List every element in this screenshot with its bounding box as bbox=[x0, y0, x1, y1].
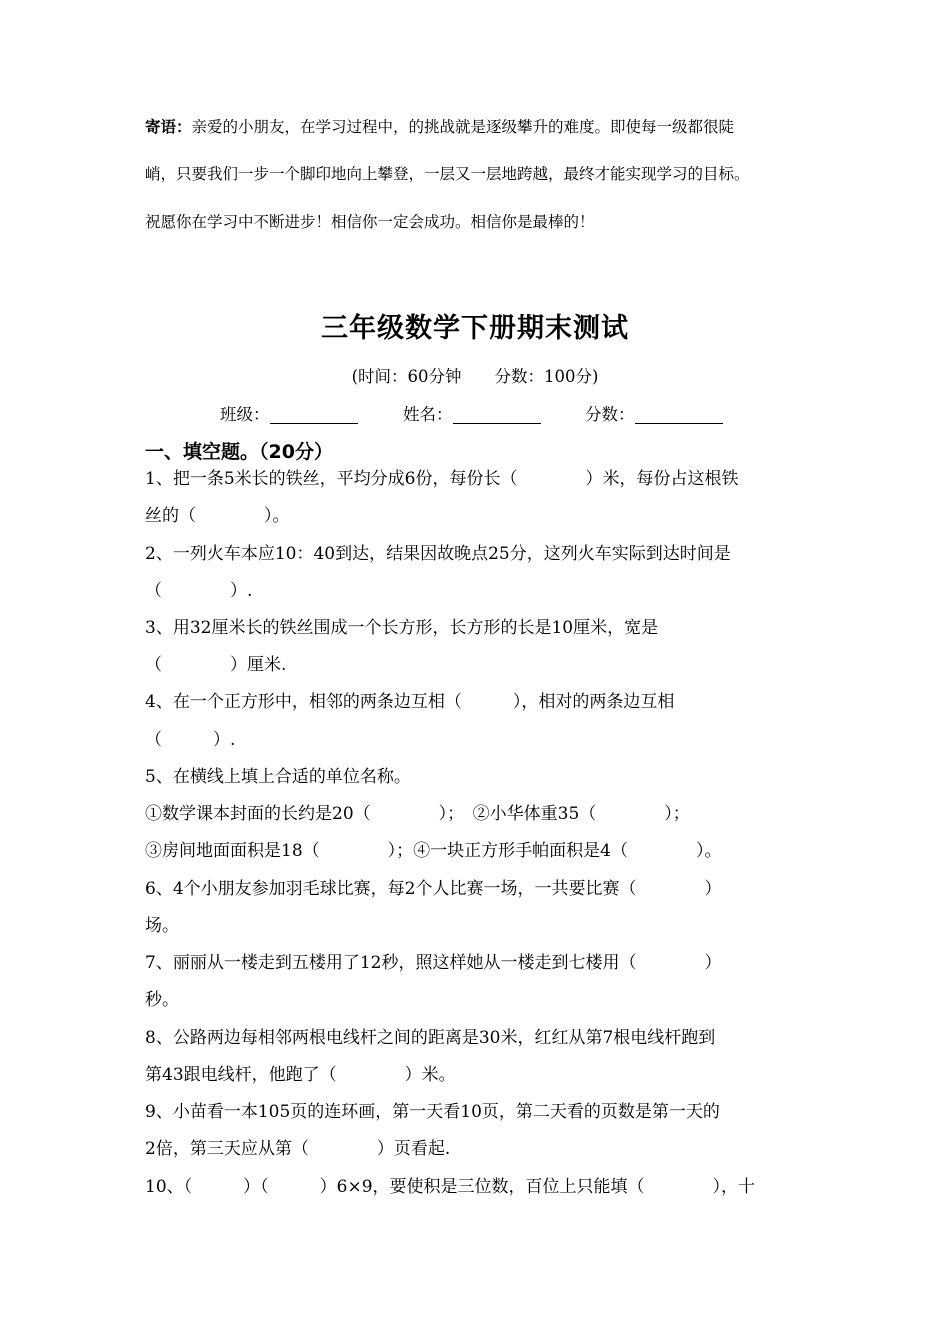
exam-subtitle: (时间：60分钟 分数：100分) bbox=[351, 367, 599, 386]
question-line: ①数学课本封面的长约是20（ ）； ②小华体重35（ ）； bbox=[145, 804, 690, 824]
section-heading: 一、填空题。（20分） bbox=[145, 441, 333, 463]
class-field bbox=[220, 401, 358, 425]
question-line: 2、一列火车本应10：40到达，结果因故晚点25分，这列火车实际到达时间是 bbox=[145, 544, 731, 564]
class-blank bbox=[270, 405, 358, 424]
question-line: 3、用32厘米长的铁丝围成一个长方形，长方形的长是10厘米，宽是 bbox=[145, 618, 659, 638]
question-line: 2倍，第三天应从第（ ）页看起. bbox=[145, 1139, 451, 1159]
question-line: ③房间地面面积是18（ ）；④一块正方形手帕面积是4（ ）。 bbox=[145, 841, 722, 861]
score-label: 分数： bbox=[585, 405, 635, 424]
question-line: 第43跟电线杆，他跑了（ ）米。 bbox=[145, 1065, 456, 1085]
question-line: 场。 bbox=[145, 916, 179, 936]
question-line: （ ）. bbox=[145, 581, 253, 601]
name-label: 姓名： bbox=[403, 405, 453, 424]
question-line: 7、丽丽从一楼走到五楼用了12秒，照这样她从一楼走到七楼用（ ） bbox=[145, 953, 722, 973]
question-line: 4、在一个正方形中，相邻的两条边互相（ ），相对的两条边互相 bbox=[145, 692, 675, 712]
question-line: 1、把一条5米长的铁丝，平均分成6份，每份长（ ）米，每份占这根铁 bbox=[145, 469, 739, 489]
score-field bbox=[585, 401, 723, 425]
question-line: 9、小苗看一本105页的连环画，第一天看10页，第二天看的页数是第一天的 bbox=[145, 1102, 720, 1122]
note-line-1 bbox=[145, 116, 810, 138]
question-line: （ ）厘米. bbox=[145, 655, 287, 675]
question-line: 丝的（ ）。 bbox=[145, 506, 290, 526]
question-line: 10、（ ）（ ）6×9，要使积是三位数，百位上只能填（ ），十 bbox=[145, 1177, 756, 1197]
note-line-3: 祝愿你在学习中不断进步！相信你一定会成功。相信你是最棒的！ bbox=[145, 213, 595, 231]
question-line: 秒。 bbox=[145, 990, 179, 1010]
name-blank bbox=[453, 405, 541, 424]
page-title: 三年级数学下册期末测试 bbox=[321, 313, 629, 344]
note-text-1: 亲爱的小朋友，在学习过程中，的挑战就是逐级攀升的难度。即使每一级都很陡 bbox=[191, 118, 735, 136]
note-line-2: 峭，只要我们一步一个脚印地向上攀登，一层又一层地跨越，最终才能实现学习的目标。 bbox=[145, 165, 750, 183]
question-line: （ ）. bbox=[145, 730, 236, 750]
question-line: 5、在横线上填上合适的单位名称。 bbox=[145, 767, 411, 787]
question-line: 6、4个小朋友参加羽毛球比赛，每2个人比赛一场，一共要比赛（ ） bbox=[145, 879, 722, 899]
name-field bbox=[403, 401, 541, 425]
note-label: 寄语： bbox=[145, 117, 192, 136]
class-label: 班级： bbox=[220, 405, 270, 424]
score-blank bbox=[635, 405, 723, 424]
question-line: 8、公路两边每相邻两根电线杆之间的距离是30米，红红从第7根电线杆跑到 bbox=[145, 1028, 716, 1048]
